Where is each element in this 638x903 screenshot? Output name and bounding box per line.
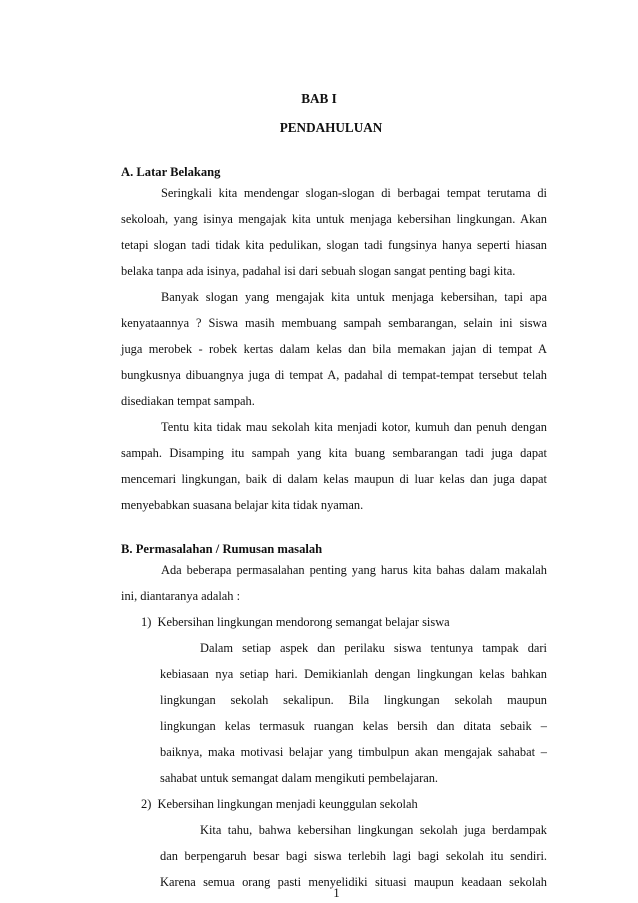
paragraph-line: baiknya, maka motivasi belajar yang timbulpun akan mengajak sahabat – [160,745,547,759]
paragraph-line: sekoloah, yang isinya mengajak kita untuk menjaga kebersihan lingkungan. Akan [121,212,547,226]
paragraph-line: kebiasaan nya setiap hari. Demikianlah dengan lingkungan kelas bahkan [160,667,547,681]
paragraph-line: juga merobek - robek kertas dalam kelas dan bila memakan jajan di tempat A [121,342,547,356]
paragraph-line: Tentu kita tidak mau sekolah kita menjadi kotor, kumuh dan penuh dengan [161,420,547,434]
paragraph-line: kenyataannya ? Siswa masih membuang sampah sembarangan, selain ini siswa [121,316,547,330]
paragraph-line: dan berpengaruh besar bagi siswa terlebih lagi bagi sekolah itu sendiri. [160,849,547,863]
list-item-1-title: 1) Kebersihan lingkungan mendorong semangat belajar siswa [141,615,450,629]
paragraph-line: lingkungan kelas termasuk ruangan kelas bersih dan ditata sebaik – [160,719,547,733]
paragraph-line: Dalam setiap aspek dan perilaku siswa tentunya tampak dari [200,641,547,655]
paragraph-line: Ada beberapa permasalahan penting yang harus kita bahas dalam makalah [161,563,547,577]
paragraph-line: ini, diantaranya adalah : [121,589,241,603]
paragraph-line: lingkungan sekolah sekalipun. Bila lingkungan sekolah maupun [160,693,547,707]
paragraph-line: mencemari lingkungan, baik di dalam kelas maupun di luar kelas dan juga dapat [121,472,547,486]
section-a-heading: A. Latar Belakang [121,165,221,179]
paragraph-line: sahabat untuk semangat dalam mengikuti pembelajaran. [160,771,439,785]
paragraph-line: sampah. Disamping itu sampah yang kita buang sembarangan tadi juga dapat [121,446,547,460]
section-b-heading: B. Permasalahan / Rumusan masalah [121,542,323,556]
chapter-number: BAB I [301,91,337,106]
paragraph-line: belaka tanpa ada isinya, padahal isi dari sebuah slogan sangat penting bagi kita. [121,264,516,278]
paragraph-line: Kita tahu, bahwa kebersihan lingkungan sekolah juga berdampak [200,823,547,837]
paragraph-line: Banyak slogan yang mengajak kita untuk menjaga kebersihan, tapi apa [161,290,547,304]
page-number: 1 [333,886,340,900]
paragraph-line: tetapi slogan tadi tidak kita pedulikan, slogan tadi fungsinya hanya seperti hiasan [121,238,547,252]
paragraph-line: menyebabkan suasana belajar kita tidak nyaman. [121,498,364,512]
list-item-2-title: 2) Kebersihan lingkungan menjadi keunggulan sekolah [141,797,418,811]
paragraph-line: disediakan tempat sampah. [121,394,255,408]
paragraph-line: bungkusnya dibuangnya juga di tempat A, padahal di tempat-tempat tersebut telah [121,368,547,382]
paragraph-line: Seringkali kita mendengar slogan-slogan di berbagai tempat terutama di [161,186,547,200]
paragraph-line: Karena semua orang pasti menyelidiki situasi maupun keadaan sekolah [160,875,547,889]
chapter-title: PENDAHULUAN [279,120,383,135]
